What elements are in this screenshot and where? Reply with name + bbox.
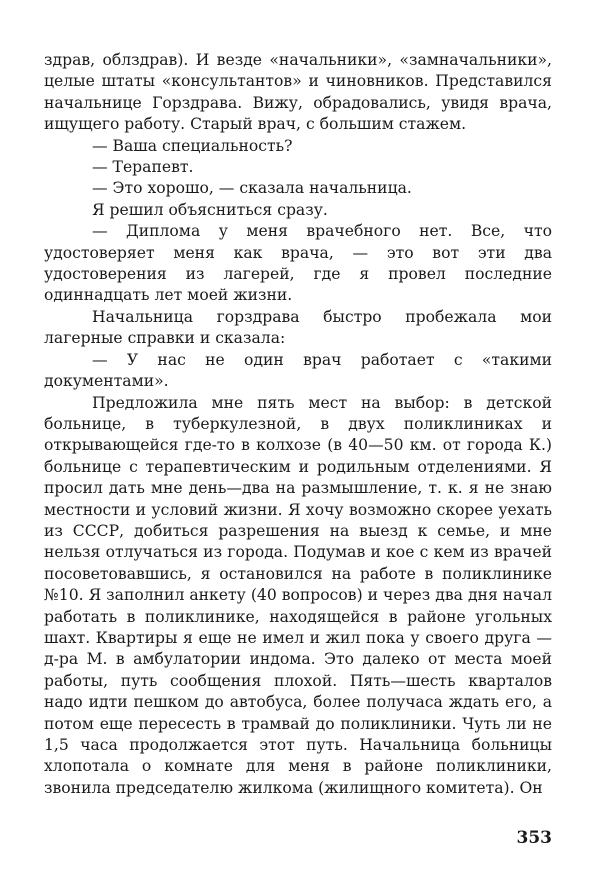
dialog-line: — Ваша специальность?: [92, 136, 293, 155]
paragraph: Предложила мне пять мест на выбор: в детской больнице, в туберкулезной, в двух поликлиниках и открывающейся где-то в колхозе (в 40—50 км. от города К.) больнице с терапевтическим и родильным отделениями. Я просил дать мне день—два на размышление, т. к. я не знаю местности и условий жизни. Я хочу возможно скорее уехать из СССР, добиться разрешения на выезд к семье, и мне нельзя отлучаться из города. Подумав и кое с кем из врачей посоветовавшись, я остановился на работе в поликлинике №10. Я заполнил анкету (40 вопросов) и через два дня начал работать в поликлинике, находящейся в районе угольных шахт. Квартиры я еще не имел и жил пока у своего друга — д-ра М. в амбулатории индома. Это далеко от места моей работы, путь сообщения плохой. Пять—шесть кварталов надо идти пешком до автобуса, более получаса ждать его, а потом еще пересесть в трамвай до поликлиники. Чуть ли не 1,5 часа продолжается этот путь. Начальница больницы хлопотала о комнате для меня в районе поликлиники, звонила председателю жилкома (жилищного комитета). Он: [44, 393, 552, 797]
narration-line: Я решил объясниться сразу.: [92, 200, 328, 219]
dialog-line: — Диплома у меня врачебного нет. Все, что удостоверяет меня как врача, — это вот эти два удостоверения из лагерей, где я провел последние одиннадцать лет моей жизни.: [44, 222, 552, 305]
dialog-line: — У нас не один врач работает с «такими документами».: [44, 350, 552, 391]
paragraph-continuation: здрав, облздрав). И везде «начальники», «замначальники», целые штаты «консультантов» и чиновников. Представился начальнице Горздрава. Вижу, обрадовались, увидя врача, ищущего работу. Старый врач, с большим стажем.: [44, 51, 552, 134]
body-text: [44, 50, 552, 799]
dialog-line: — Это хорошо, — сказала начальница.: [92, 179, 412, 198]
page-number: 353: [516, 828, 552, 848]
paragraph: Начальница горздрава быстро пробежала мои лагерные справки и сказала:: [44, 307, 552, 348]
book-page: [44, 50, 552, 799]
dialog-line: — Терапевт.: [92, 158, 194, 177]
